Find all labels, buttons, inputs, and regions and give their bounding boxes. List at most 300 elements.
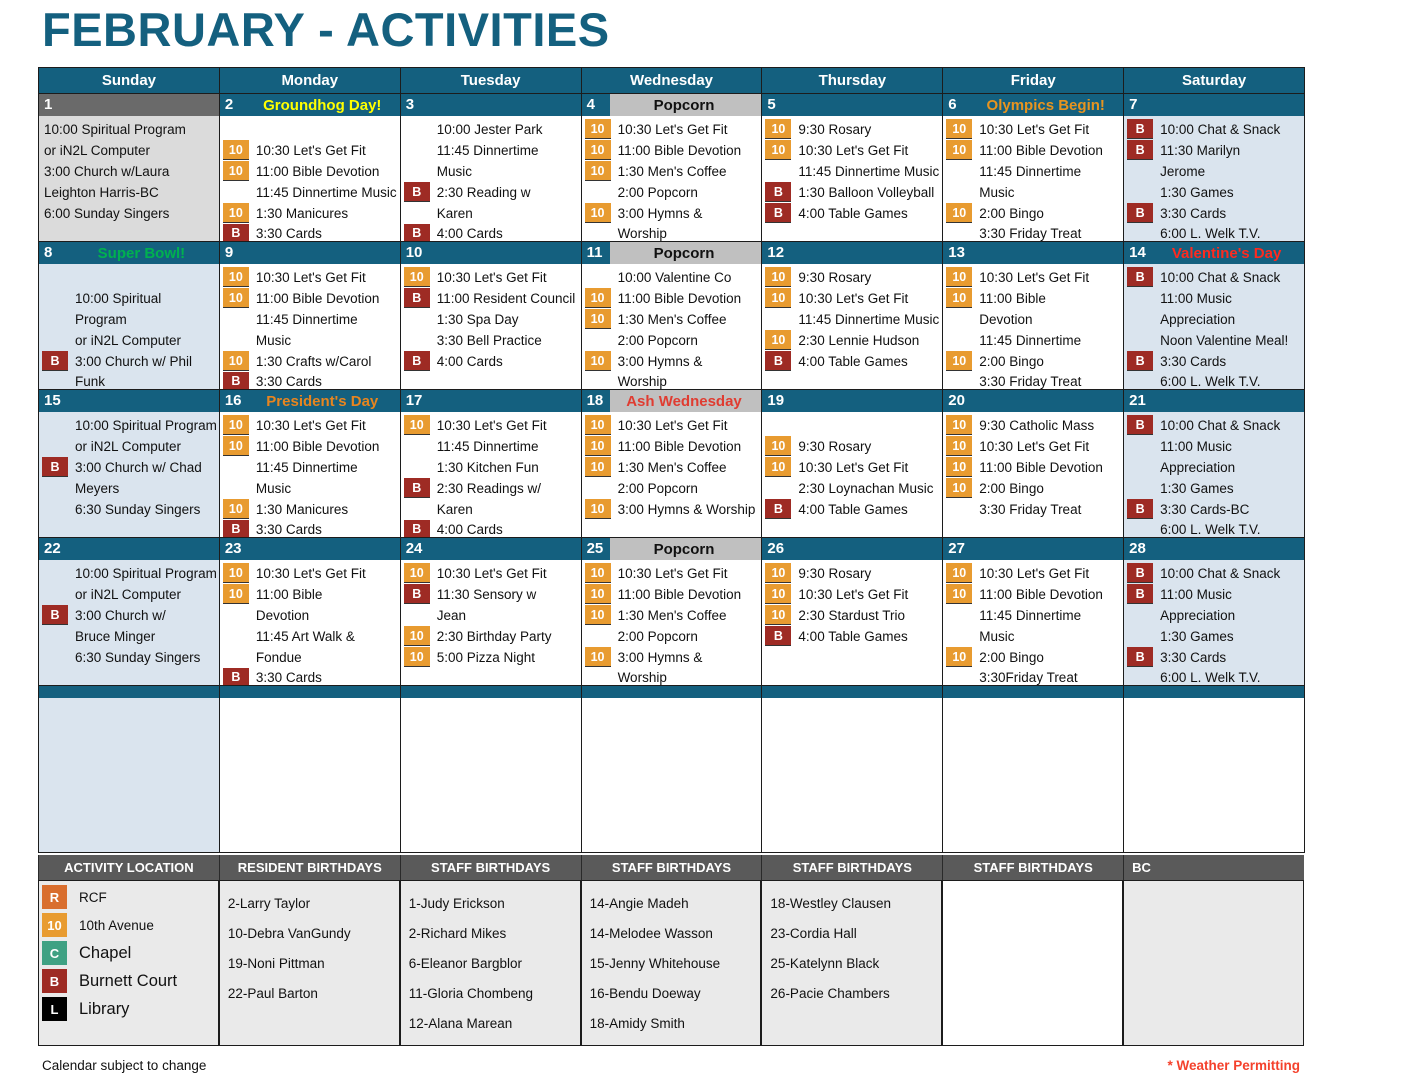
date-bar [762,94,942,116]
event-text: 11:00 Resident Council [436,290,576,306]
badge-spacer [1127,436,1153,455]
badge-spacer [946,668,972,685]
day-cell-5 [761,93,942,241]
event-line [223,478,400,499]
section-header: STAFF BIRTHDAYS [581,855,762,880]
event-text: 11:45 Dinnertime Music [798,311,940,327]
event-line [585,626,762,647]
event-text: 2:30 Stardust Trio [798,607,905,623]
event-line [585,288,762,309]
event-text: 11:00 Music [1160,438,1232,454]
day-cell-22 [38,537,219,685]
event-line [946,288,1123,309]
event-text: 6:30 Sunday Singers [75,501,201,517]
location-badge-B: B [1127,647,1153,666]
day-cell-17 [400,389,581,537]
birthday-item: 10-Debra VanGundy [227,926,351,941]
legend-label: Burnett Court [79,971,178,990]
event-line [404,182,581,203]
events-area [582,560,762,685]
event-line [42,371,219,389]
badge-spacer [1127,668,1153,685]
location-badge-10: 10 [223,499,249,518]
section-body [761,880,942,1046]
date-number: 26 [767,540,785,557]
events-area [39,264,219,389]
event-line [404,140,581,161]
location-badge-10: 10 [223,584,249,603]
birthday-item: 11-Gloria Chombeng [408,986,534,1001]
badge-spacer [42,584,68,603]
event-line [42,415,219,436]
event-line [1127,584,1304,605]
section-body [400,880,581,1046]
event-text: Noon Valentine Meal! [1160,332,1289,348]
date-number: 21 [1129,392,1146,409]
event-text: 10:00 Chat & Snack [1160,417,1281,433]
event-line [1127,457,1304,478]
badge-spacer [1127,182,1153,201]
event-text: 4:00 Table Games [798,628,908,644]
birthday-item: 16-Bendu Doeway [589,986,701,1001]
event-line [44,182,219,203]
event-text: 6:00 L. Welk T.V. [1160,226,1261,241]
event-line [765,182,942,203]
section-body [219,880,400,1046]
location-badge-B: B [1127,415,1153,434]
event-text: 10:30 Let's Get Fit [255,417,366,433]
event-line [223,288,400,309]
event-line [42,647,219,668]
event-text: Meyers [75,480,120,496]
date-number [401,686,429,698]
legend-label: Library [79,999,130,1018]
event-text: 2:30 Lennie Hudson [798,332,920,348]
date-number: 25 [586,540,604,557]
date-bar [401,242,581,264]
event-line [765,626,942,647]
event-text: 10:30 Let's Get Fit [979,121,1090,137]
badge-spacer [404,309,430,328]
event-line [404,584,581,605]
legend-item-10 [42,913,218,937]
birthday-item: 25-Katelynn Black [770,956,880,971]
location-badge-B: B [765,203,791,222]
events-area [582,412,762,537]
badge-spacer [42,499,68,518]
event-line [404,223,581,241]
footer-note: Calendar subject to change [42,1058,207,1073]
event-text: 11:00 Music [1160,586,1232,602]
date-number: 24 [405,540,423,557]
section-body [942,880,1123,1046]
badge-spacer [42,288,68,307]
location-badge-B: B [404,478,430,497]
events-area [39,116,219,241]
events-area [39,560,219,685]
event-text: 11:00 Bible Devotion [979,142,1103,158]
date-number: 28 [1129,540,1146,557]
event-text: Karen [436,205,473,221]
event-text: 11:45 Dinnertime [979,163,1082,179]
event-text: Devotion [979,311,1033,327]
event-line [404,519,581,537]
event-line [223,203,400,224]
event-text: 10:00 Spiritual Program [75,417,217,433]
event-line [765,436,942,457]
birthday-item: 23-Cordia Hall [770,926,857,941]
event-text: 11:45 Dinnertime [979,332,1082,348]
location-badge-10: 10 [585,647,611,666]
location-badge-10: 10 [223,415,249,434]
legend-item-B [42,969,218,993]
event-text: 3:00 Hymns & [617,353,703,369]
badge-spacer [404,161,430,180]
day-cell-14 [1123,241,1304,389]
event-line [404,478,581,499]
legend-item-R [42,885,218,909]
event-line [1127,667,1304,685]
event-line [1127,647,1304,668]
event-line [223,626,400,647]
event-line [223,140,400,161]
date-number: 7 [1129,96,1138,113]
location-badge-B: B [765,182,791,201]
birthday-item: 2-Larry Taylor [227,896,311,911]
event-text: Jerome [1160,163,1206,179]
events-area [582,116,762,241]
event-line [946,140,1123,161]
event-line [404,436,581,457]
events-area [220,560,400,685]
event-line [946,647,1123,668]
event-line [42,351,219,372]
event-text: 11:00 Bible Devotion [979,586,1103,602]
date-bar [220,686,400,698]
event-line [585,499,762,520]
event-line [42,584,219,605]
event-line [42,267,219,288]
event-line [404,626,581,647]
badge-spacer [42,309,68,328]
section-header: RESIDENT BIRTHDAYS [219,855,400,880]
event-line [765,161,942,182]
event-text: 3:30 Cards [255,522,322,537]
location-badge-10: 10 [585,351,611,370]
event-line [946,436,1123,457]
location-badge-10: 10 [404,626,430,645]
day-cell-empty [761,685,942,852]
location-badge-B: B [1127,119,1153,138]
legend-label: RCF [79,889,107,905]
event-text: 11:00 Bible Devotion [617,290,742,306]
event-line [223,267,400,288]
event-text: 3:00 Church w/Laura [44,163,170,179]
badge-spacer [223,626,249,645]
event-text: 3:00 Church w/ Phil [75,353,193,369]
event-text: 11:00 Bible Devotion [617,438,742,454]
date-bar [943,94,1123,116]
event-line [765,563,942,584]
badge-spacer [1127,161,1153,180]
event-line [404,161,581,182]
event-line [765,605,942,626]
event-text: 11:00 Bible Devotion [617,142,742,158]
event-text: 10:00 Chat & Snack [1160,121,1281,137]
event-text: 1:30 Games [1160,628,1234,644]
event-text: 11:45 Dinnertime [255,311,358,327]
event-line [404,267,581,288]
event-text: Music [255,480,292,496]
event-line [1127,161,1304,182]
date-number: 15 [44,392,61,409]
date-number: 9 [224,244,234,261]
badge-spacer [42,415,68,434]
event-line [404,330,581,351]
location-badge-B: B [404,182,430,201]
day-cell-empty [219,685,400,852]
event-text: 11:45 Art Walk & [255,628,355,644]
event-text: Music [255,332,292,348]
section-header: STAFF BIRTHDAYS [942,855,1123,880]
event-text: 10:00 Spiritual Program [44,121,186,137]
birthday-item: 26-Pacie Chambers [770,986,890,1001]
date-number [943,686,971,698]
badge-spacer [404,330,430,349]
day-cell-28 [1123,537,1304,685]
event-line [946,161,1123,182]
event-text: 3:00 Hymns & Worship [617,501,756,517]
day-cell-10 [400,241,581,389]
day-cell-20 [942,389,1123,537]
day-cell-24 [400,537,581,685]
event-text: 3:30 Cards [1160,353,1227,369]
badge-spacer [1127,224,1153,241]
location-badge-B: B [223,372,249,389]
event-line [946,584,1123,605]
date-bar [582,390,762,412]
location-badge-10: 10 [765,457,791,476]
event-text: 1:30 Games [1160,480,1234,496]
badge-spacer [223,457,249,476]
badge-spacer [404,605,430,624]
date-bar [762,390,942,412]
event-text: Music [436,163,472,179]
badge-spacer [223,478,249,497]
location-badge-10: 10 [946,415,972,434]
event-text: Program [75,311,127,327]
badge-spacer [42,478,68,497]
event-line [223,605,400,626]
badge-spacer [223,182,249,201]
event-line [765,499,942,520]
event-line [223,161,400,182]
holiday-label: Olympics Begin! [986,96,1105,114]
event-text: Devotion [255,607,310,623]
event-line [223,563,400,584]
date-number: 3 [405,96,415,113]
holiday-label: Popcorn [610,242,762,264]
event-text: 6:00 L. Welk T.V. [1160,522,1261,537]
date-number: 4 [586,96,595,113]
location-badge-10: 10 [765,436,791,455]
event-line [765,309,942,330]
event-line [585,478,762,499]
event-text: 3:30Friday Treat [979,670,1078,685]
event-line [1127,499,1304,520]
event-line [1127,626,1304,647]
events-area [401,698,581,852]
holiday-label: Valentine's Day [1171,244,1282,262]
birthday-item: 14-Angie Madeh [589,896,689,911]
day-cell-empty [38,685,219,852]
holiday-label: Groundhog Day! [263,96,382,114]
event-text: Jean [436,607,466,623]
event-line [946,203,1123,224]
event-line [223,647,400,668]
birthday-item: 14-Melodee Wasson [589,926,713,941]
location-badge-10: 10 [585,499,611,518]
date-bar [39,242,219,264]
event-line [223,584,400,605]
section-body [38,880,219,1046]
badge-spacer [1127,520,1153,537]
location-badge-B: B [223,520,249,537]
event-line [404,415,581,436]
location-badge-10: 10 [585,309,611,328]
badge-spacer [765,161,791,180]
date-bar [401,390,581,412]
events-area [1124,264,1304,389]
event-line [1127,267,1304,288]
event-line [765,267,942,288]
badge-spacer [585,668,611,685]
event-line [765,119,942,140]
event-text: 2:30 Loynachan Music [798,480,934,496]
location-badge-10: 10 [946,563,972,582]
event-line [585,457,762,478]
location-badge-B: B [42,351,68,370]
event-text: 11:00 Bible Devotion [255,290,380,306]
event-text: 10:30 Let's Get Fit [617,417,728,433]
event-line [585,267,762,288]
date-number: 22 [44,540,61,557]
day-cell-empty [581,685,762,852]
event-line [946,563,1123,584]
section-header: STAFF BIRTHDAYS [761,855,942,880]
event-text: 10:30 Let's Get Fit [979,438,1090,454]
event-line [946,267,1123,288]
location-badge-10: 10 [946,140,972,159]
event-text: 11:00 Bible Devotion [979,459,1103,475]
holiday-label: Super Bowl! [97,244,186,262]
date-bar [39,538,219,560]
date-number: 18 [586,392,604,409]
events-area [582,264,762,389]
badge-spacer [946,626,972,645]
event-line [946,223,1123,241]
event-line [223,223,400,241]
event-text: 10:00 Spiritual [75,290,162,306]
event-text: 9:30 Catholic Mass [979,417,1095,433]
event-text: 2:30 Readings w/ [436,480,542,496]
events-area [943,412,1123,537]
date-bar [401,94,581,116]
event-line [223,415,400,436]
date-number: 17 [405,392,423,409]
event-line [585,161,762,182]
event-text: Music [979,628,1015,644]
event-line [585,309,762,330]
event-line [223,351,400,372]
events-area [39,698,219,852]
date-number [762,686,790,698]
event-text: 3:00 Church w/ Chad [75,459,202,475]
location-badge-B: B [1127,499,1153,518]
location-badge-10: 10 [585,161,611,180]
location-badge-B: B [404,224,430,241]
event-text: 3:30 Cards-BC [1160,501,1250,517]
event-line [585,667,762,685]
events-area [220,698,400,852]
badge-spacer [946,605,972,624]
date-number: 19 [767,392,785,409]
birthday-item: 6-Eleanor Bargblor [408,956,523,971]
section-body [1123,880,1304,1046]
location-badge-10: 10 [404,267,430,286]
event-text: 11:45 Dinnertime [436,438,539,454]
event-line [404,647,581,668]
location-badge-B: B [1127,563,1153,582]
event-line [585,415,762,436]
event-line [42,605,219,626]
event-text: 1:30 Men's Coffee [617,163,727,179]
legend-label: 10th Avenue [79,917,154,933]
location-badge-L: L [42,997,67,1021]
event-text: 10:30 Let's Get Fit [255,565,366,581]
event-text: or iN2L Computer [75,332,182,348]
location-badge-10: 10 [765,140,791,159]
event-text: 3:00 Church w/ [75,607,166,623]
event-line [404,605,581,626]
location-badge-10: 10 [765,584,791,603]
event-text: 10:30 Let's Get Fit [979,565,1090,581]
location-badge-10: 10 [765,119,791,138]
holiday-label: Popcorn [610,94,762,116]
day-cell-25 [581,537,762,685]
event-text: 2:00 Popcorn [617,480,698,496]
event-text: 2:30 Reading w [436,184,531,200]
birthday-item: 12-Alana Marean [408,1016,513,1031]
date-bar [943,686,1123,698]
day-cell-15 [38,389,219,537]
event-text: 10:30 Let's Get Fit [798,586,909,602]
location-badge-10: 10 [223,563,249,582]
event-text: 11:00 Bible [979,290,1046,306]
event-line [585,647,762,668]
event-text: 10:30 Let's Get Fit [255,269,366,285]
day-cell-3 [400,93,581,241]
event-line [585,436,762,457]
event-text: 10:30 Let's Get Fit [979,269,1090,285]
event-text: 5:00 Pizza Night [436,649,536,665]
date-bar [1124,94,1304,116]
day-cell-empty [1123,685,1304,852]
day-cell-6 [942,93,1123,241]
events-area [401,412,581,537]
holiday-label: Ash Wednesday [610,390,762,412]
date-bar [39,390,219,412]
